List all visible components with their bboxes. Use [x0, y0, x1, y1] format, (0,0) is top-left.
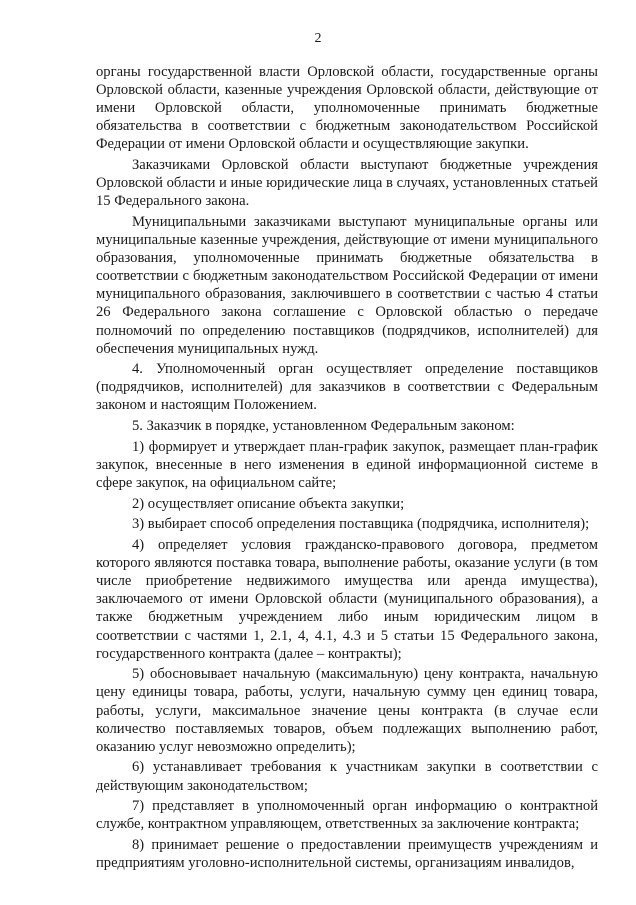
list-item-2: 2) осуществляет описание объекта закупки;: [132, 495, 405, 512]
list-item-6: 6) устанавливает требования к участникам закупки в соответствии с действующим законодательством;: [96, 759, 598, 794]
list-item-3: 3) выбирает способ определения поставщика (подрядчика, исполнителя);: [132, 516, 590, 533]
document-body: [96, 63, 598, 875]
paragraph-municipal-customers: Муниципальными заказчиками выступают муниципальные органы или муниципальные казенные учреждения, действующие от имени муниципального образования, уполномоченные принимать бюджетные обязательства в соответствии с бюджетным законодательством Российской Федерации от имени муниципального образования, заключившего в соответствии с частью 4 статьи 26 Федерального закона соглашение с Орловской областью о передаче полномочий по определению поставщиков (подрядчиков, исполнителей) для обеспечения муниципальных нужд.: [96, 213, 598, 357]
paragraph-clause-4: 4. Уполномоченный орган осуществляет определение поставщиков (подрядчиков, исполнителей) для заказчиков в соответствии с Федеральным законом и настоящим Положением.: [96, 361, 598, 414]
list-item-1: 1) формирует и утверждает план-график закупок, размещает план-график закупок, внесенные в него изменения в единой информационной системе в сфере закупок, на официальном сайте;: [96, 438, 598, 492]
list-item-7: 7) представляет в уполномоченный орган информацию о контрактной службе, контрактном управляющем, ответственных за заключение контракта;: [96, 798, 598, 833]
list-item-5: 5) обосновывает начальную (максимальную) цену контракта, начальную цену единицы товара, работы, услуги, начальную сумму цен единиц товара, работы, услуги, максимальное значение цены контракта (в случае если количество поставляемых товаров, объем подлежащих выполнению работ, оказанию услуг невозможно определить);: [96, 666, 598, 755]
list-item-8: 8) принимает решение о предоставлении преимуществ учреждениям и предприятиям уголовно-исполнительной системы, организациям инвалидов,: [96, 836, 598, 872]
paragraph-continuation: органы государственной власти Орловской области, государственные органы Орловской области, казенные учреждения Орловской области, действующие от имени Орловской области, уполномоченные принимать бюджетные обязательства в соответствии с бюджетным законодательством Российской Федерации от имени Орловской области и осуществляющие закупки.: [96, 64, 598, 153]
page-number: 2: [314, 31, 322, 46]
paragraph-regional-customers: Заказчиками Орловской области выступают бюджетные учреждения Орловской области и иные юридические лица в случаях, установленных статьей 15 Федерального закона.: [96, 157, 598, 210]
list-item-4: 4) определяет условия гражданско-правового договора, предметом которого являются поставка товара, выполнение работы, оказание услуги (в том числе приобретение недвижимого имущества или аренда имущества), заключаемого от имени Орловской области (муниципального образования), а также бюджетным учреждением либо иным юридическим лицом в соответствии с частями 1, 2.1, 4, 4.1, 4.3 и 5 статьи 15 Федерального закона, государственного контракта (далее – контракты);: [96, 537, 598, 662]
paragraph-clause-5: 5. Заказчик в порядке, установленном Федеральным законом:: [132, 418, 515, 435]
